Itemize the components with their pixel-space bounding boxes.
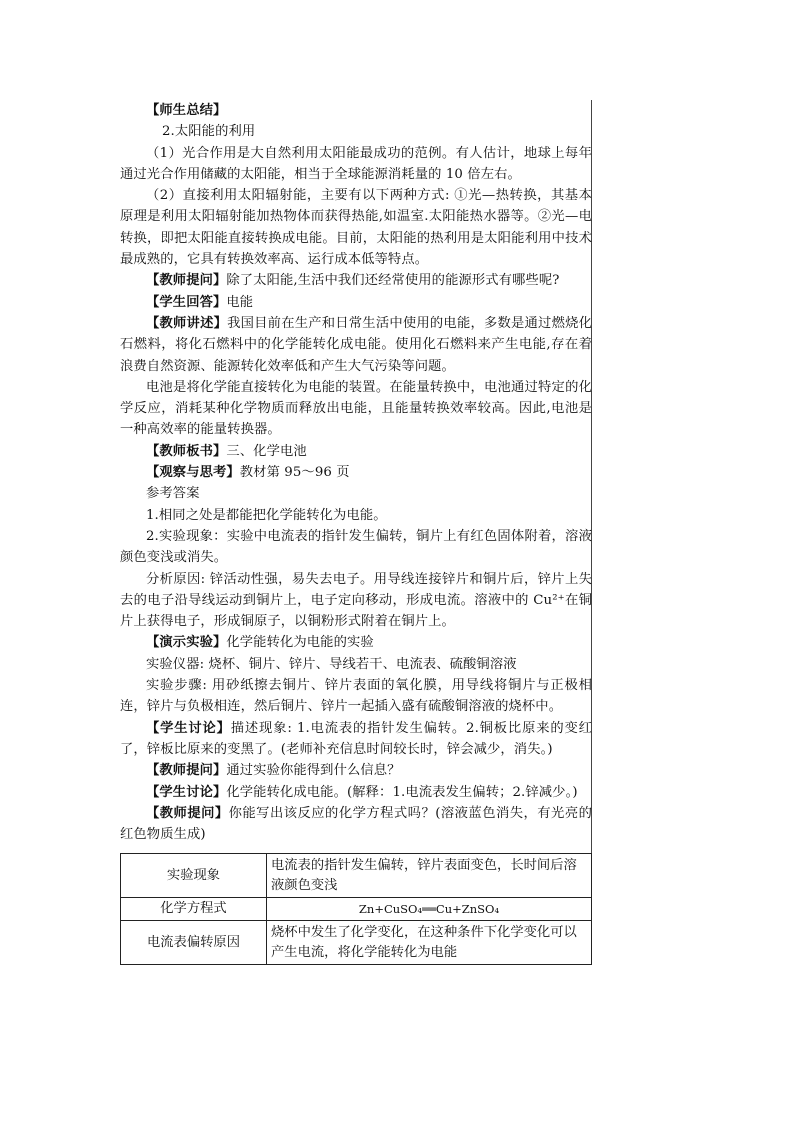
- table-value: 电流表的指针发生偏转，锌片表面变色，长时间后溶液颜色变浅: [267, 854, 592, 898]
- paragraph-text: 化学能转化成电能。(解释：1.电流表发生偏转；2.锌减少。): [226, 784, 578, 800]
- paragraph-text: 我国目前在生产和日常生活中使用的电能，多数是通过燃烧化石燃料，将化石燃料中的化学能转化成电能。使用化石燃料来产生电能,存在着浪费自然资源、能源转化效率低和产生大气污染等问题。: [120, 315, 593, 374]
- paragraph: [120, 292, 592, 313]
- section-tag: 【教师提问】: [146, 273, 227, 289]
- paragraph-text: 实验仪器: 烧杯、铜片、锌片、导线若干、电流表、硫酸铜溶液: [146, 656, 517, 672]
- paragraph: [120, 313, 592, 377]
- paragraph: [120, 782, 592, 803]
- paragraph: [120, 569, 592, 633]
- paragraph: [120, 654, 592, 675]
- table-key: 化学方程式: [121, 898, 267, 921]
- paragraph: [120, 143, 592, 186]
- paragraph: [120, 441, 592, 462]
- paragraph-text: 你能写出该反应的化学方程式吗？(溶液蓝色消失，有光亮的红色物质生成): [120, 805, 592, 843]
- paragraph-text: 通过实验你能得到什么信息？: [226, 763, 401, 779]
- paragraph-text: 描述现象: 1.电流表的指针发生偏转。2.铜板比原来的变红了，锌板比原来的变黑了。(老师补充信息时间较长时，锌会减少，消失。): [120, 720, 592, 757]
- paragraph: [120, 632, 592, 653]
- table-row: [121, 898, 592, 921]
- table-key: 实验现象: [121, 854, 267, 898]
- paragraph-text: （2）直接利用太阳辐射能，主要有以下两种方式: ①光—热转换，其基本原理是利用太阳辐射能加热物体而获得热能,如温室.太阳能热水器等。②光—电转换，即把太阳能直接转换成电能。目前，太阳能的热利用是太阳能利用中技术最成熟的，它具有转换效率高、运行成本低等特点。: [120, 188, 592, 268]
- section-tag: 【教师提问】: [146, 763, 227, 779]
- section-tag: 【教师提问】: [146, 805, 229, 821]
- section-tag: 【演示实验】: [146, 635, 227, 651]
- section-tag: 【观察与思考】: [146, 465, 240, 481]
- document-body: [120, 100, 592, 845]
- paragraph: [120, 675, 592, 718]
- paragraph-text: 参考答案: [146, 486, 200, 502]
- paragraph: [120, 185, 592, 270]
- paragraph: [120, 377, 592, 441]
- section-tag: 【学生讨论】: [146, 720, 231, 736]
- paragraph-text: 2.实验现象：实验中电流表的指针发生偏转，铜片上有红色固体附着，溶液颜色变浅或消失。: [120, 528, 592, 566]
- paragraph: [120, 483, 592, 504]
- table-row: [121, 921, 592, 965]
- section-tag: 【学生讨论】: [146, 784, 227, 800]
- paragraph-text: 化学能转化为电能的实验: [226, 635, 374, 651]
- paragraph: [120, 505, 592, 526]
- paragraph: [120, 462, 592, 483]
- paragraph-text: 教材第 95～96 页: [239, 465, 350, 481]
- paragraph: [120, 760, 592, 781]
- section-tag: 【学生回答】: [146, 294, 227, 310]
- paragraph-text: 实验步骤: 用砂纸擦去铜片、锌片表面的氧化膜，用导线将铜片与正极相连，锌片与负极相连，然后铜片、锌片一起插入盛有硫酸铜溶液的烧杯中。: [120, 678, 592, 715]
- section-tag: 【教师板书】: [146, 443, 227, 459]
- paragraph-text: （1）光合作用是大自然利用太阳能最成功的范例。有人估计，地球上每年通过光合作用储藏的太阳能，相当于全球能源消耗量的 10 倍左右。: [120, 145, 592, 182]
- table-value: 烧杯中发生了化学变化，在这种条件下化学变化可以产生电流，将化学能转化为电能: [267, 921, 592, 965]
- paragraph-text: 分析原因: 锌活动性强，易失去电子。用导线连接锌片和铜片后，锌片上失去的电子沿导线运动到铜片上，电子定向移动，形成电流。溶液中的 Cu²⁺在铜片上获得电子，形成铜原子，以铜粉形式附着在铜片上。: [120, 571, 592, 630]
- paragraph-text: 电池是将化学能直接转化为电能的装置。在能量转换中，电池通过特定的化学反应，消耗某种化学物质而释放出电能，且能量转换效率较高。因此,电池是一种高效率的能量转换器。: [120, 379, 592, 438]
- section-tag: 【师生总结】: [146, 103, 227, 118]
- paragraph: [120, 100, 592, 121]
- table-row: [121, 854, 592, 898]
- section-tag: 【教师讲述】: [146, 315, 228, 331]
- paragraph: [120, 270, 592, 291]
- equation: Zn+CuSO₄══Cu+ZnSO₄: [267, 898, 592, 921]
- paragraph-text: 1.相同之处是都能把化学能转化为电能。: [146, 507, 387, 523]
- paragraph-text: 2.太阳能的利用: [162, 124, 256, 140]
- paragraph: [120, 803, 592, 846]
- paragraph-text: 三、化学电池: [226, 443, 307, 459]
- summary-table: [120, 853, 592, 965]
- paragraph: [120, 121, 592, 142]
- paragraph: [120, 718, 592, 761]
- paragraph-text: 除了太阳能,生活中我们还经常使用的能源形式有哪些呢?: [226, 273, 560, 289]
- paragraph-text: 电能: [226, 294, 254, 310]
- paragraph: [120, 526, 592, 569]
- table-key: 电流表偏转原因: [121, 921, 267, 965]
